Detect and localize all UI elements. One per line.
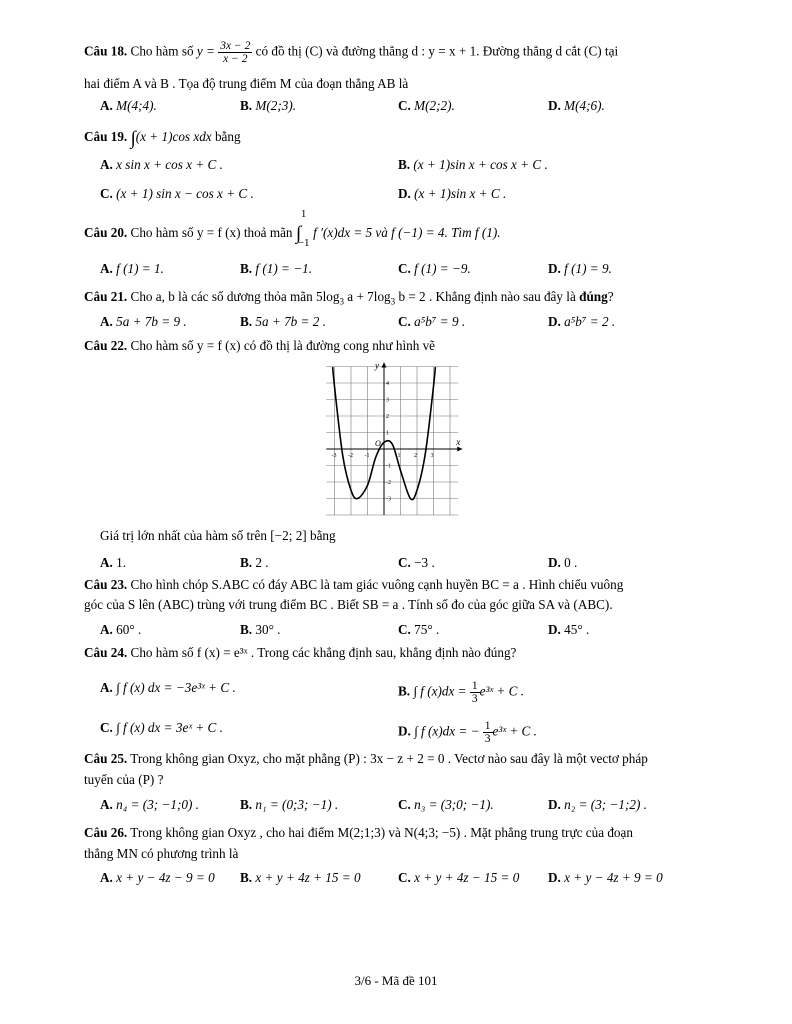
question-18 xyxy=(84,40,724,65)
question-22-prompt: Giá trị lớn nhất của hàm số trên [−2; 2] bằng xyxy=(100,528,336,543)
option-text: ∫ f (x)dx = xyxy=(413,683,467,699)
option-text: 5a + 7b = 2 . xyxy=(255,314,326,329)
option-text: n₄ = (3; −1;0) . xyxy=(116,797,199,812)
option-letter: D. xyxy=(548,261,561,276)
question-text: Cho hình chóp S.ABC có đáy ABC là tam giác vuông cạnh huyền BC = a . Hình chiếu vuông xyxy=(130,577,624,592)
option-text: f (1) = −9. xyxy=(414,261,471,276)
option-letter: D. xyxy=(548,870,561,885)
option-text: e³ˣ + C . xyxy=(492,723,537,739)
question-label: Câu 22. xyxy=(84,338,128,353)
option-letter: C. xyxy=(398,870,411,885)
option-text: f (1) = −1. xyxy=(255,261,313,276)
option-text: x + y − 4z − 9 = 0 xyxy=(116,870,215,885)
option-text: n₁ = (0;3; −1) . xyxy=(255,797,339,812)
function-graph xyxy=(326,360,466,517)
option-text: M(2;3). xyxy=(255,98,297,113)
question-20 xyxy=(84,208,724,249)
question-text: có đồ thị (C) và đường thẳng d : y = x + 1. Đường thẳng d cắt (C) tại xyxy=(255,43,619,59)
question-25 xyxy=(84,751,724,768)
x-axis-label: x xyxy=(456,437,461,447)
question-24 xyxy=(84,645,724,662)
option-letter: A. xyxy=(100,870,113,885)
option-text: 75° . xyxy=(414,622,440,637)
option-letter: B. xyxy=(240,314,253,329)
question-text: Trong không gian Oxyz , cho hai điểm M(2;1;3) và N(4;3; −5) . Mặt phẳng trung trực của đoạn xyxy=(130,825,633,840)
y-tick-label: -1 xyxy=(386,463,391,470)
option-letter: B. xyxy=(240,870,253,885)
option-text: 2 . xyxy=(255,555,269,570)
option-letter: D. xyxy=(548,622,561,637)
option-text: 60° . xyxy=(116,622,142,637)
option-text: x + y + 4z + 15 = 0 xyxy=(255,870,361,885)
option-text: x + y − 4z + 9 = 0 xyxy=(564,870,663,885)
option-text: 30° . xyxy=(255,622,281,637)
option-letter: B. xyxy=(398,157,411,172)
option-text: ∫ f (x) dx = −3e³ˣ + C . xyxy=(116,680,236,695)
question-text: bằng xyxy=(214,129,241,144)
question-25-line2: tuyến của (P) ? xyxy=(84,772,164,787)
question-label: Câu 26. xyxy=(84,825,128,840)
y-tick-label: 2 xyxy=(386,414,389,420)
log-base: 3 xyxy=(339,296,344,307)
x-tick-label: -1 xyxy=(364,453,370,459)
option-letter: C. xyxy=(398,261,411,276)
question-22 xyxy=(84,338,724,355)
option-letter: A. xyxy=(100,555,113,570)
option-text: M(4;4). xyxy=(116,98,157,113)
question-text: Cho hàm số y = f (x) có đồ thị là đường cong như hình vẽ xyxy=(130,338,436,353)
x-axis-arrow xyxy=(457,447,462,452)
x-tick-label: -2 xyxy=(348,453,353,459)
question-23 xyxy=(84,577,724,594)
math-expr: (x + 1)cos xdx xyxy=(135,129,212,144)
option-letter: C. xyxy=(398,98,411,113)
option-text: M(4;6). xyxy=(564,98,605,113)
fraction: $\frac{3x - 2}{x - 2}$ xyxy=(220,40,251,66)
option-text: a⁵b⁷ = 2 . xyxy=(564,314,616,329)
y-axis-label: y xyxy=(375,360,379,371)
question-21 xyxy=(84,289,724,308)
question-19 xyxy=(84,127,724,151)
y-tick-label: 4 xyxy=(386,381,389,387)
math-expr: y = xyxy=(196,43,215,59)
definite-integral xyxy=(295,208,310,249)
integral-sign: ∫ xyxy=(295,223,302,244)
origin-label: O xyxy=(375,439,381,448)
y-axis-arrow xyxy=(382,363,387,368)
question-text: Cho hàm số f (x) = e³ˣ . Trong các khẳng định sau, khẳng định nào đúng? xyxy=(130,645,517,660)
question-label: Câu 20. xyxy=(84,224,128,240)
option-text: n₂ = (3; −1;2) . xyxy=(564,797,647,812)
option-letter: A. xyxy=(100,680,113,695)
option-text: (x + 1)sin x + cos x + C . xyxy=(413,157,548,172)
x-tick-label: 1 xyxy=(397,453,401,459)
option-letter: D. xyxy=(548,797,561,812)
question-text: Trong không gian Oxyz, cho mặt phẳng (P) : 3x − z + 2 = 0 . Vectơ nào sau đây là một vectơ pháp xyxy=(130,751,648,766)
option-letter: D. xyxy=(398,186,411,201)
x-tick-label: 2 xyxy=(414,453,417,459)
question-text: Cho hàm số y = f (x) thoả mãn xyxy=(130,224,293,240)
question-text: Cho hàm số xyxy=(130,43,194,59)
option-text: n₃ = (3;0; −1). xyxy=(414,797,494,812)
option-letter: C. xyxy=(398,314,411,329)
y-tick-label: 3 xyxy=(386,397,389,404)
log-base: 3 xyxy=(390,296,396,307)
question-label: Câu 23. xyxy=(84,577,128,592)
option-letter: A. xyxy=(100,314,113,329)
option-letter: A. xyxy=(100,622,113,637)
option-text: ∫ f (x) dx = 3eˣ + C . xyxy=(116,720,223,735)
option-letter: A. xyxy=(100,98,113,113)
option-letter: A. xyxy=(100,797,113,812)
option-letter: C. xyxy=(398,622,411,637)
upper-limit: 1 xyxy=(300,208,307,220)
question-26-line2: thẳng MN có phương trình là xyxy=(84,846,239,861)
option-text: a⁵b⁷ = 9 . xyxy=(414,314,466,329)
option-text: f (1) = 1. xyxy=(116,261,164,276)
option-text: 0 . xyxy=(564,555,578,570)
question-label: Câu 18. xyxy=(84,43,128,59)
question-label: Câu 19. xyxy=(84,129,128,144)
option-letter: C. xyxy=(398,797,411,812)
option-letter: D. xyxy=(548,98,561,113)
option-letter: B. xyxy=(240,797,253,812)
option-letter: D. xyxy=(548,555,561,570)
option-letter: A. xyxy=(100,157,113,172)
question-text: Cho a, b là các số dương thỏa mãn 5log xyxy=(130,289,340,304)
math-expr: f ′(x)dx = 5 và f (−1) = 4. Tìm f (1). xyxy=(313,224,501,240)
question-text: ? xyxy=(607,289,614,304)
question-label: Câu 25. xyxy=(84,751,128,766)
fraction: $\frac{1}{3}$ xyxy=(471,680,478,706)
option-text: ∫ f (x)dx = − xyxy=(414,723,480,739)
option-letter: B. xyxy=(240,555,253,570)
option-letter: C. xyxy=(398,555,411,570)
option-letter: C. xyxy=(100,186,113,201)
question-label: Câu 24. xyxy=(84,645,128,660)
page-footer: 3/6 - Mã đề 101 xyxy=(354,973,438,988)
option-text: 1. xyxy=(116,555,127,570)
option-text: (x + 1)sin x + C . xyxy=(414,186,507,201)
option-text: x + y + 4z − 15 = 0 xyxy=(414,870,520,885)
option-text: f (1) = 9. xyxy=(564,261,612,276)
emphasis: đúng xyxy=(579,289,608,304)
question-label: Câu 21. xyxy=(84,289,128,304)
option-text: M(2;2). xyxy=(414,98,455,113)
y-tick-label: -2 xyxy=(386,480,391,486)
option-text: x sin x + cos x + C . xyxy=(116,157,223,172)
option-letter: B. xyxy=(398,683,411,699)
lower-limit: −1 xyxy=(297,237,310,249)
y-tick-label: -3 xyxy=(386,496,391,503)
question-23-line2: góc của S lên (ABC) trùng với trung điểm BC . Biết SB = a . Tính số đo của góc giữa SA và (ABC). xyxy=(84,597,613,612)
option-text: e³ˣ + C . xyxy=(479,683,525,699)
option-letter: A. xyxy=(100,261,113,276)
option-text: 45° . xyxy=(564,622,590,637)
option-text: 5a + 7b = 9 . xyxy=(116,314,187,329)
option-text: −3 . xyxy=(414,555,435,570)
option-text: (x + 1) sin x − cos x + C . xyxy=(116,186,254,201)
option-letter: B. xyxy=(240,98,253,113)
question-26 xyxy=(84,825,724,842)
fraction: $\frac{1}{3}$ xyxy=(484,720,491,746)
x-tick-label: -3 xyxy=(331,453,337,459)
option-letter: B. xyxy=(240,261,253,276)
option-letter: D. xyxy=(398,723,411,739)
question-18-line2: hai điểm A và B . Tọa độ trung điểm M của đoạn thẳng AB là xyxy=(84,76,409,91)
integral-sign: ∫ xyxy=(130,128,136,149)
question-text: a + 7log xyxy=(344,289,391,304)
y-tick-label: 1 xyxy=(386,430,389,437)
option-letter: C. xyxy=(100,720,113,735)
question-text: b = 2 . Khẳng định nào sau đây là xyxy=(395,289,576,304)
option-letter: B. xyxy=(240,622,253,637)
x-tick-label: 3 xyxy=(430,453,434,459)
option-letter: D. xyxy=(548,314,561,329)
